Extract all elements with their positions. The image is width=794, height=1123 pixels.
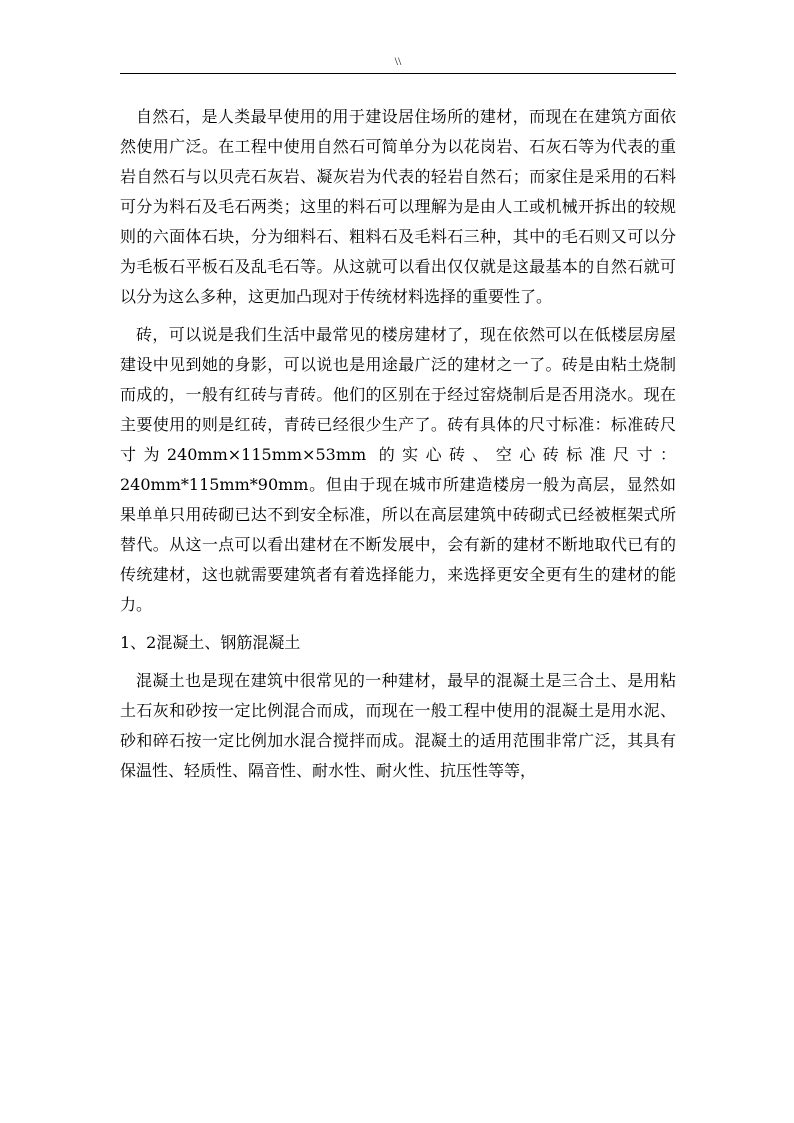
paragraph-natural-stone: 自然石，是人类最早使用的用于建设居住场所的建材，而现在在建筑方面依然使用广泛。在工程中使用自然石可简单分为以花岗岩、石灰石等为代表的重岩自然石与以贝壳石灰岩、凝灰岩为代表的轻岩自然石；而家住是采用的石料可分为料石及毛石两类；这里的料石可以理解为是由人工或机械开拆出的较规则的六面体石块，分为细料石、粗料石及毛料石三种，其中的毛石则又可以分为毛板石平板石及乱毛石等。从这就可以看出仅仅就是这最基本的自然石就可以分为这么多种，这更加凸现对于传统材料选择的重要性了。	[120, 107, 676, 306]
section-heading-concrete: 1、2混凝土、钢筋混凝土	[120, 633, 301, 652]
paragraph-brick: 砖，可以说是我们生活中最常见的楼房建材了，现在依然可以在低楼层房屋建设中见到她的身影，可以说也是用途最广泛的建材之一了。砖是由粘土烧制而成的，一般有红砖与青砖。他们的区别在于经过窑烧制后是否用浇水。现在主要使用的则是红砖，青砖已经很少生产了。砖有具体的尺寸标准：标准砖尺寸为240mm×115mm×53mm 的实心砖、空心砖标准尺寸：240mm*115mm*90mm。但由于现在城市所建造楼房一般为高层，显然如果单单只用砖砌已达不到安全标准，所以在高层建筑中砖砌式已经被框架式所替代。从这一点可以看出建材在不断发展中，会有新的建材不断地取代已有的传统建材，这也就需要建筑者有着选择能力，来选择更安全更有生的建材的能力。	[120, 325, 676, 614]
paragraph-concrete: 混凝土也是现在建筑中很常见的一种建材，最早的混凝土是三合土、是用粘土石灰和砂按一定比例混合而成，而现在一般工程中使用的混凝土是用水泥、砂和碎石按一定比例加水混合搅拌而成。混凝土的适用范围非常广泛，其具有保温性、轻质性、隔音性、耐水性、耐火性、抗压性等等，	[120, 671, 676, 780]
page-header	[120, 52, 676, 74]
document-body	[120, 102, 676, 786]
header-text: \\	[394, 54, 402, 68]
